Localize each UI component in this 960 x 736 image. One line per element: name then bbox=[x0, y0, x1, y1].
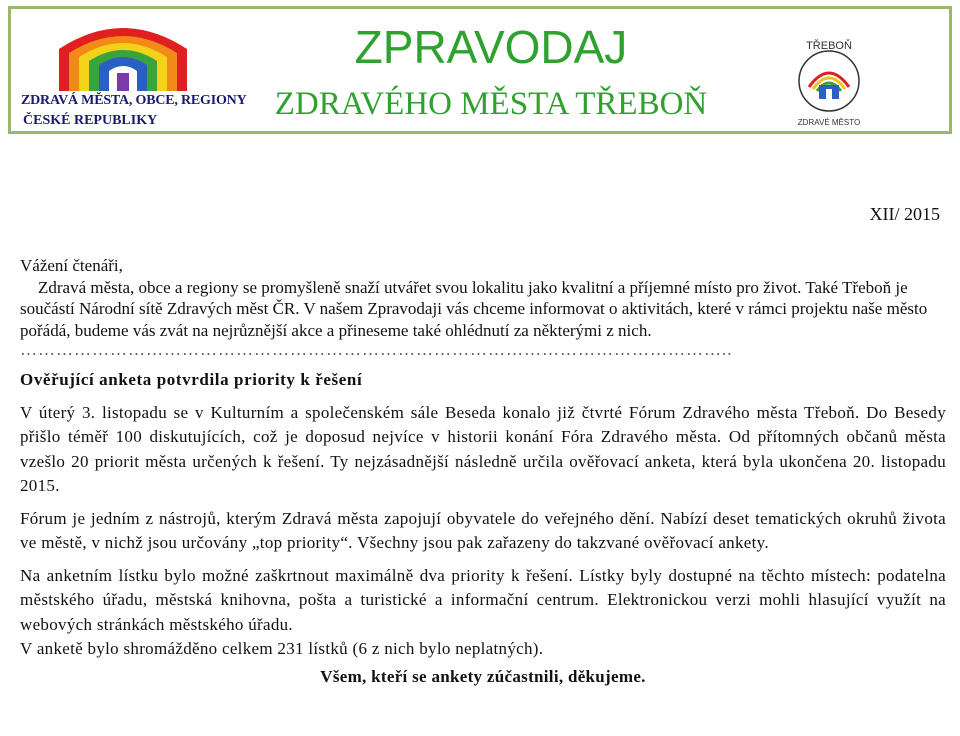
logo-text-line2: ČESKÉ REPUBLIKY bbox=[23, 113, 158, 128]
emblem-top-text: TŘEBOŇ bbox=[806, 40, 852, 52]
header-banner bbox=[8, 6, 952, 134]
article-paragraph: Fórum je jedním z nástrojů, kterým Zdravá města zapojují obyvatele do veřejného dění. Nabízí deset tematických okruhů života ve městě, v nichž jsou určovány „top priority“. Všechny jsou pak zařazeny do takzvané ověřovací ankety. bbox=[20, 508, 946, 552]
rainbow-arch-icon bbox=[41, 15, 206, 93]
article-heading: Ověřující anketa potvrdila priority k řešení bbox=[20, 370, 363, 389]
article-paragraph: V úterý 3. listopadu se v Kulturním a společenském sále Beseda konalo již čtvrté Fórum Zdravého města Třeboň. Do Besedy přišlo téměř 100 diskutujících, což je doposud nejvíce v historii konání Fóra Zdravého města. Od přítomných občanů města vzešlo 20 priorit města určených k řešení. Ty nejzásadnější následně určila ověřovací anketa, která byla ukončena 20. listopadu 2015. bbox=[20, 402, 946, 495]
city-emblem-icon bbox=[789, 29, 869, 129]
greeting: Vážení čtenáři, bbox=[20, 256, 123, 275]
newsletter-subtitle: ZDRAVÉHO MĚSTA TŘEBOŇ bbox=[274, 86, 708, 122]
newsletter-body bbox=[20, 255, 946, 687]
newsletter-title: ZPRAVODAJ bbox=[354, 21, 628, 73]
logo-text-line1: ZDRAVÁ MĚSTA, OBCE, REGIONY bbox=[21, 93, 247, 108]
intro-paragraph: Zdravá města, obce a regiony se promyšleně snaží utvářet svou lokalitu jako kvalitní a příjemné místo pro život. Také Třeboň je součástí Národní sítě Zdravých měst ČR. V našem Zpravodaji vás chceme informovat o aktivitách, které v rámci projektu naše město pořádá, budeme vás zvát na nejrůznější akce a přineseme také ohlédnutí za některými z nich. bbox=[20, 277, 928, 340]
article-paragraph: V anketě bylo shromážděno celkem 231 lístků (6 z nich bylo neplatných). bbox=[20, 639, 544, 658]
issue-number: XII/ 2015 bbox=[869, 204, 940, 224]
healthy-cities-logo bbox=[21, 15, 247, 135]
separator: ……………………………………………………………………………………………………….. bbox=[20, 345, 733, 359]
trebon-healthy-city-logo bbox=[789, 29, 869, 129]
closing-thanks: Všem, kteří se ankety zúčastnili, děkujeme. bbox=[320, 666, 646, 686]
article-paragraph: Na anketním lístku bylo možné zaškrtnout maximálně dva priority k řešení. Lístky byly dostupné na těchto místech: podatelna městského úřadu, městská knihovna, pošta a turistické a informační centrum. Elektronickou verzi mohli hlasující využít na webových stránkách městského úřadu. bbox=[20, 565, 946, 634]
emblem-bottom-text: ZDRAVÉ MĚSTO bbox=[797, 118, 861, 127]
